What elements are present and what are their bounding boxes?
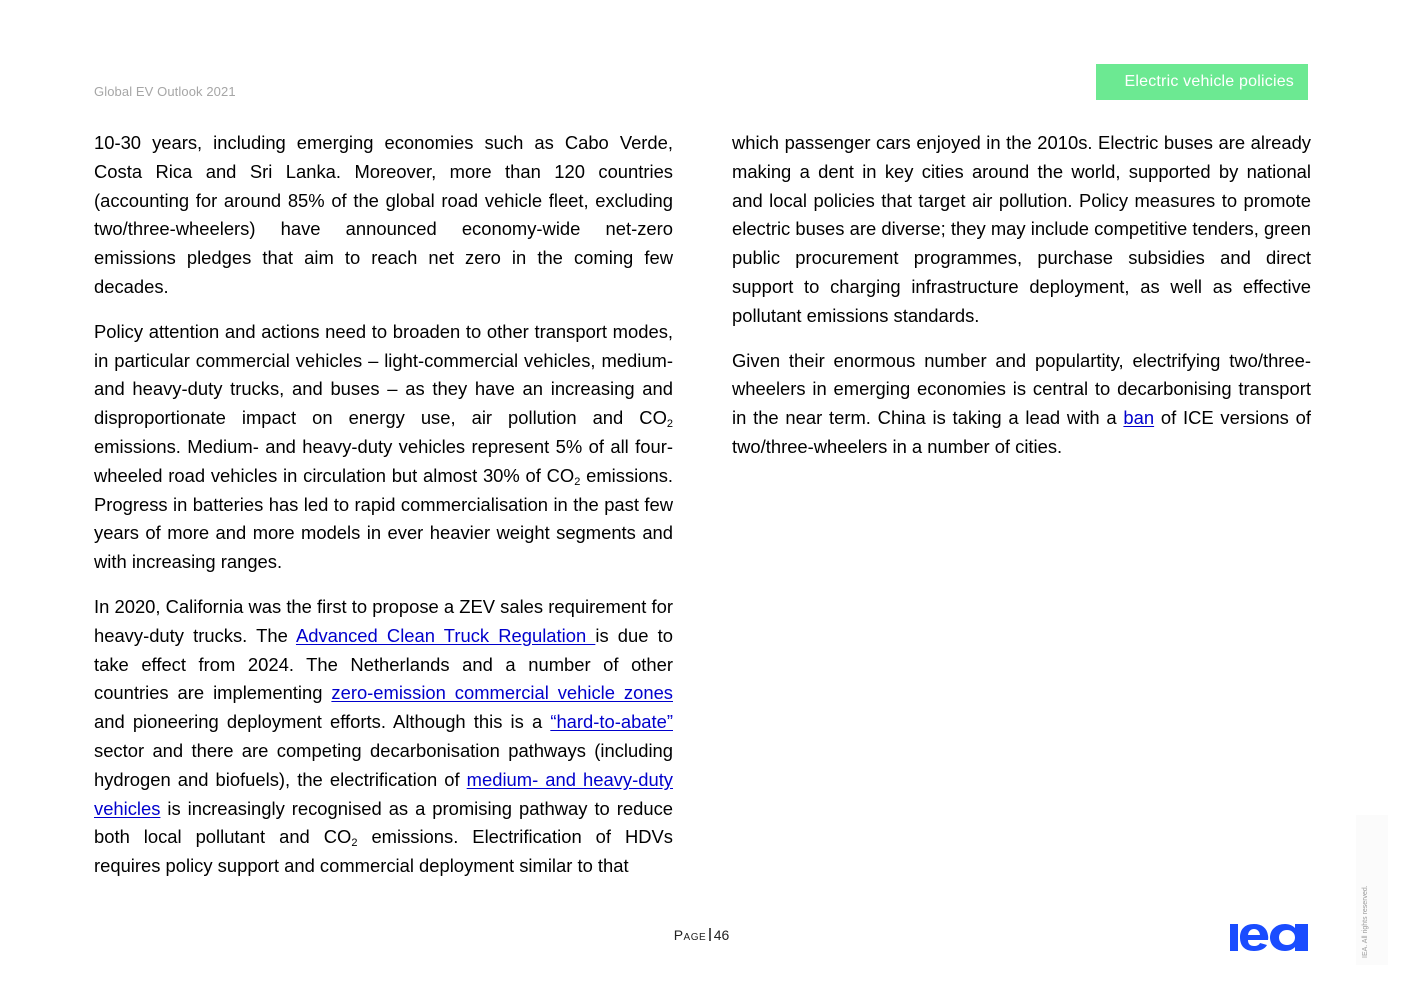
link-ban[interactable]: ban (1123, 407, 1155, 429)
paragraph (94, 318, 673, 577)
page-label: Page (673, 927, 707, 943)
left-column (94, 129, 673, 897)
text-span: is due to take effect from 2024. The Netherlands and a number of other countries are implementing (94, 624, 673, 704)
link-medium-heavy-duty-vehicles[interactable]: medium- and heavy-duty vehicles (94, 768, 673, 819)
running-header: Global EV Outlook 2021 (94, 84, 236, 99)
subscript: 2 (666, 418, 673, 431)
subscript: 2 (574, 475, 581, 488)
page-separator (709, 928, 711, 941)
text-span: Policy attention and actions need to broaden to other transport modes, in particular commercial vehicles – light-commercial vehicles, medium- and heavy-duty trucks, and buses – as they have an increasing and disproportionate impact on energy use, air pollution and CO (94, 320, 673, 429)
iea-logo-icon (1230, 918, 1310, 952)
text-span: is increasingly recognised as a promising pathway to reduce both local pollutant and CO (94, 797, 673, 848)
text-span: emissions. Progress in batteries has led to rapid commercialisation in the past few years of more and more models in ever heavier weight segments and with increasing ranges. (94, 464, 673, 573)
link-advanced-clean-truck-regulation[interactable]: Advanced Clean Truck Regulation (295, 624, 596, 646)
link-zero-emission-zones[interactable]: zero-emission commercial vehicle zones (331, 682, 673, 704)
paragraph: which passenger cars enjoyed in the 2010s. Electric buses are already making a dent in key cities around the world, supported by national and local policies that target air pollution. Policy measures to promote electric buses are diverse; they may include competitive tenders, green public procurement programmes, purchase subsidies and direct support to charging infrastructure deployment, as well as effective pollutant emissions standards. (732, 132, 1311, 326)
text-span: emissions. Electrification of HDVs requires policy support and commercial deployment similar to that (94, 826, 673, 877)
text-span: Given their enormous number and populartity, electrifying two/three-wheelers in emerging economies is central to decarbonising transport in the near term. China is taking a lead with a (732, 349, 1311, 429)
rights-strip (1356, 815, 1388, 965)
text-span: In 2020, California was the first to propose a ZEV sales requirement for heavy-duty trucks. The (94, 595, 673, 646)
paragraph (732, 347, 1311, 462)
text-span: of ICE versions of two/three-wheelers in a number of cities. (732, 407, 1311, 457)
paragraph (94, 593, 673, 881)
paragraph: 10‑30 years, including emerging economies such as Cabo Verde, Costa Rica and Sri Lanka. Moreover, more than 120 countries (accounting for around 85% of the global road vehicle fleet, excluding two/three-wheelers) have announced economy-wide net-zero emissions pledges that aim to reach net zero in the coming few decades. (94, 132, 673, 297)
page-number (0, 927, 1403, 943)
page-number-value: 46 (713, 927, 730, 943)
right-column (732, 129, 1311, 478)
copyright-notice: IEA. All rights reserved. (1362, 885, 1369, 958)
text-span: and pioneering deployment efforts. Although this is a (94, 711, 551, 733)
text-span: emissions. Medium- and heavy-duty vehicles represent 5% of all four-wheeled road vehicles in circulation but almost 30% of CO (94, 435, 673, 486)
text-span: sector and there are competing decarbonisation pathways (including hydrogen and biofuels), the electrification of (94, 739, 673, 790)
section-tag: Electric vehicle policies (1096, 64, 1308, 100)
link-hard-to-abate[interactable]: “hard-to-abate” (550, 711, 673, 733)
subscript: 2 (351, 837, 358, 850)
